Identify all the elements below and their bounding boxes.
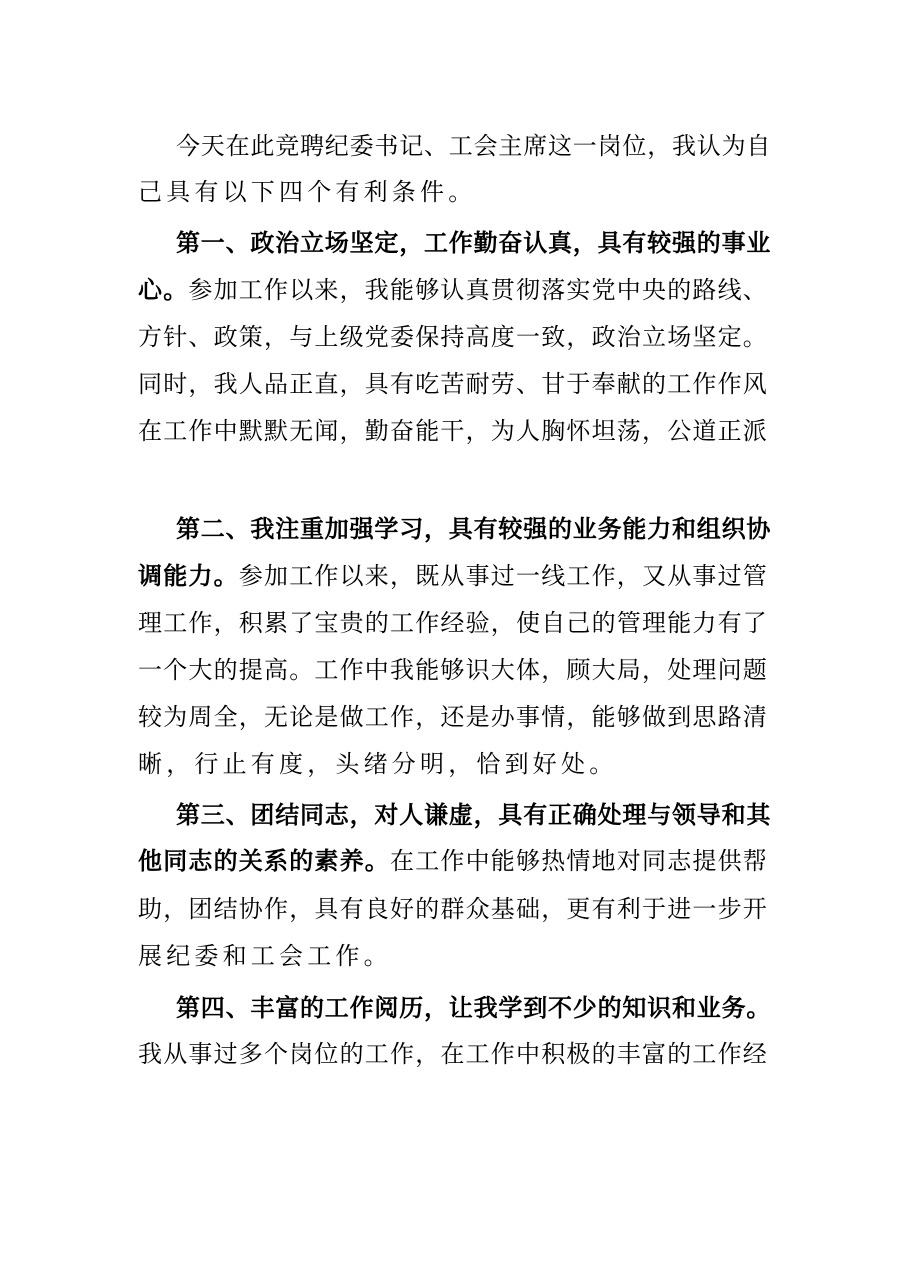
paragraph-3-line-4 — [138, 655, 772, 685]
body-text: 参加工作以来，既从事过一线工作，又从事过管 — [238, 562, 769, 590]
body-text: 较为周全，无论是做工作，还是办事情，能够做到思路清 — [138, 703, 768, 731]
body-text: 方针、政策，与上级党委保持高度一致，政治立场坚定。 — [138, 323, 768, 351]
paragraph-1-line-2 — [138, 177, 772, 207]
paragraph-2-line-4 — [138, 369, 772, 399]
bold-lead-text: 他同志的关系的素养。 — [138, 846, 390, 875]
paragraph-2-line-1 — [176, 228, 772, 258]
paragraph-4-line-2 — [138, 846, 772, 876]
body-text: 晰，行止有度，头绪分明，恰到好处。 — [138, 750, 618, 778]
paragraph-5-line-1 — [176, 993, 772, 1023]
body-text: 今天在此竞聘纪委书记、工会主席这一岗位，我认为自 — [176, 132, 772, 160]
paragraph-4-line-4 — [138, 941, 772, 971]
body-text: 助，团结协作，具有良好的群众基础，更有利于进一步开 — [138, 895, 768, 923]
body-text: 理工作，积累了宝贵的工作经验，使自己的管理能力有了 — [138, 609, 768, 637]
paragraph-3-line-3 — [138, 608, 772, 638]
body-text: 一个大的提高。工作中我能够识大体，顾大局，处理问题 — [138, 656, 768, 684]
paragraph-3-line-5 — [138, 702, 772, 732]
bold-lead-text: 调能力。 — [138, 561, 239, 590]
bold-lead-text: 第一、政治立场坚定，工作勤奋认真，具有较强的事业 — [176, 228, 772, 257]
paragraph-4-line-1 — [176, 800, 772, 830]
paragraph-5-line-2 — [138, 1039, 772, 1069]
body-text: 在工作中能够热情地对同志提供帮 — [390, 847, 768, 875]
paragraph-2-line-5 — [138, 416, 772, 446]
paragraph-3-line-2 — [138, 561, 772, 591]
paragraph-4-line-3 — [138, 894, 772, 924]
body-text: 在工作中默默无闻，勤奋能干，为人胸怀坦荡，公道正派 — [138, 417, 768, 445]
bold-lead-text: 第二、我注重加强学习，具有较强的业务能力和组织协 — [176, 514, 772, 543]
bold-lead-text: 第三、团结同志，对人谦虚，具有正确处理与领导和其 — [176, 800, 772, 829]
paragraph-3-line-1 — [176, 514, 772, 544]
bold-lead-text: 心。 — [138, 275, 189, 304]
body-text: 我从事过多个岗位的工作，在工作中积极的丰富的工作经 — [138, 1040, 768, 1068]
bold-lead-text: 第四、丰富的工作阅历，让我学到不少的知识和业务。 — [176, 993, 772, 1022]
body-text: 同时，我人品正直，具有吃苦耐劳、甘于奉献的工作作风 — [138, 370, 768, 398]
paragraph-2-line-2 — [138, 275, 772, 305]
paragraph-3-line-6 — [138, 749, 772, 779]
body-text: 参加工作以来，我能够认真贯彻落实党中央的路线、 — [188, 276, 769, 304]
body-text: 己具有以下四个有利条件。 — [138, 178, 477, 206]
body-text: 展纪委和工会工作。 — [138, 942, 392, 970]
paragraph-2-line-3 — [138, 322, 772, 352]
paragraph-1-line-1 — [176, 131, 772, 161]
